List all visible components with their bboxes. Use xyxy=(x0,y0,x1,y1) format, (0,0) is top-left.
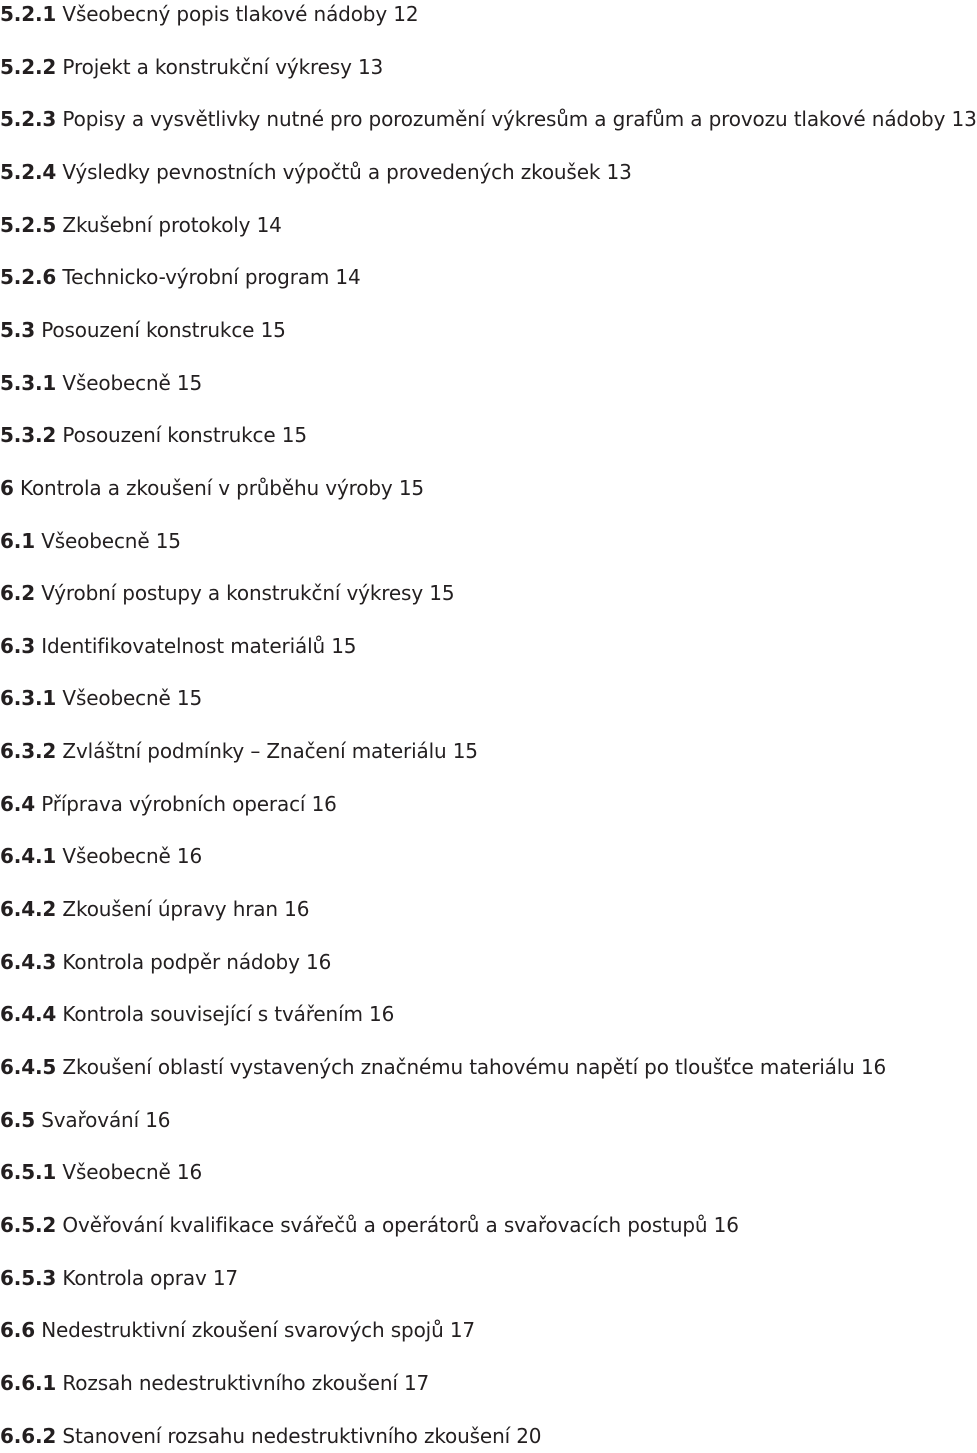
toc-entry-number: 5.2.1 xyxy=(0,2,57,26)
toc-entry-page-number: 15 xyxy=(398,475,424,500)
toc-entry[interactable] xyxy=(0,629,356,663)
toc-entry-page-number: 16 xyxy=(176,1160,203,1185)
toc-entry[interactable] xyxy=(0,1261,238,1295)
toc-entry-title: Všeobecně xyxy=(62,1160,171,1185)
toc-entry-number: 6.4.5 xyxy=(0,1055,57,1079)
toc-entry-number: 6.3 xyxy=(0,633,35,658)
toc-entry-number: 6.3.2 xyxy=(0,739,57,764)
toc-entry-number: 6 xyxy=(0,475,14,500)
toc-entry-number: 6.6.2 xyxy=(0,1423,57,1448)
toc-entry-page-number: 16 xyxy=(311,791,337,816)
toc-entry-title: Posouzení konstrukce xyxy=(62,423,276,448)
toc-entry-title: Výrobní postupy a konstrukční výkresy xyxy=(41,581,424,606)
toc-entry-number: 6.5.2 xyxy=(0,1212,57,1237)
toc-entry[interactable] xyxy=(0,787,337,821)
toc-entry-title: Zkoušení oblastí vystavených značnému tahovému napětí po tloušťce materiálu xyxy=(62,1055,855,1079)
toc-entry[interactable] xyxy=(0,1155,202,1189)
toc-entry-title: Ověřování kvalifikace svářečů a operátorů a svařovacích postupů xyxy=(62,1212,708,1237)
toc-entry-page-number: 16 xyxy=(306,949,332,974)
toc-entry[interactable] xyxy=(0,524,181,558)
toc-entry-page-number: 16 xyxy=(860,1055,887,1079)
toc-entry-number: 6.6.1 xyxy=(0,1370,57,1395)
toc-entry-number: 6.5 xyxy=(0,1107,35,1132)
toc-entry-title: Všeobecně xyxy=(62,686,171,711)
toc-entry-number: 6.1 xyxy=(0,528,35,553)
toc-entry-page-number: 15 xyxy=(155,528,181,553)
toc-entry-page-number: 16 xyxy=(713,1212,739,1237)
toc-entry-number: 6.2 xyxy=(0,581,35,606)
toc-entry-page-number: 16 xyxy=(369,1002,395,1027)
toc-entry-number: 6.4.4 xyxy=(0,1002,57,1027)
toc-entry-number: 6.4 xyxy=(0,791,35,816)
toc-entry-number: 6.5.1 xyxy=(0,1160,57,1185)
toc-entry-title: Popisy a vysvětlivky nutné pro porozumění výkresům a grafům a provozu tlakové nádoby xyxy=(62,107,946,132)
toc-entry[interactable] xyxy=(0,1208,739,1242)
toc-entry-page-number: 17 xyxy=(212,1265,239,1290)
toc-entry-page-number: 15 xyxy=(452,739,478,764)
toc-entry-title: Kontrola související s tvářením xyxy=(62,1002,363,1027)
toc-entry-page-number: 13 xyxy=(951,107,977,132)
toc-entry-page-number: 13 xyxy=(357,54,384,79)
toc-entry-number: 5.2.2 xyxy=(0,54,57,79)
toc-entry[interactable] xyxy=(0,1103,170,1137)
toc-entry-number: 6.5.3 xyxy=(0,1265,57,1290)
toc-entry[interactable] xyxy=(0,50,383,84)
toc-entry-title: Zvláštní podmínky – Značení materiálu xyxy=(62,739,447,764)
toc-entry-page-number: 16 xyxy=(284,897,310,922)
toc-entry[interactable] xyxy=(0,839,202,873)
toc-entry-title: Svařování xyxy=(41,1107,139,1132)
toc-entry[interactable] xyxy=(0,0,418,31)
toc-entry-number: 5.3 xyxy=(0,317,35,342)
toc-entry-number: 6.3.1 xyxy=(0,686,57,711)
toc-entry-number: 5.2.4 xyxy=(0,159,57,184)
toc-entry-title: Stanovení rozsahu nedestruktivního zkoušení xyxy=(62,1423,511,1448)
toc-entry-title: Technicko-výrobní program xyxy=(62,265,330,290)
toc-entry[interactable] xyxy=(0,366,202,400)
toc-entry[interactable] xyxy=(0,260,361,294)
toc-entry-title: Kontrola podpěr nádoby xyxy=(62,949,300,974)
toc-entry-number: 5.2.6 xyxy=(0,265,57,290)
toc-entry-title: Projekt a konstrukční výkresy xyxy=(62,54,352,79)
toc-entry-title: Všeobecně xyxy=(62,370,171,395)
toc-entry-title: Všeobecně xyxy=(41,528,150,553)
toc-entry-page-number: 15 xyxy=(260,317,286,342)
toc-entry[interactable] xyxy=(0,1419,541,1453)
toc-entry-title: Příprava výrobních operací xyxy=(41,791,306,816)
toc-entry[interactable] xyxy=(0,576,454,610)
toc-entry-page-number: 14 xyxy=(335,265,361,290)
toc-entry-title: Zkušební protokoly xyxy=(62,212,251,237)
toc-entry[interactable] xyxy=(0,102,977,136)
toc-entry[interactable] xyxy=(0,997,394,1031)
toc-entry[interactable] xyxy=(0,418,307,452)
toc-entry-title: Všeobecně xyxy=(62,844,171,869)
toc-entry-page-number: 14 xyxy=(256,212,282,237)
toc-entry-page-number: 16 xyxy=(176,844,203,869)
toc-entry-page-number: 15 xyxy=(176,370,203,395)
toc-entry[interactable] xyxy=(0,892,309,926)
toc-entry-page-number: 20 xyxy=(516,1423,542,1448)
toc-entry-number: 5.2.3 xyxy=(0,107,57,132)
toc-entry-number: 6.6 xyxy=(0,1318,35,1343)
toc-entry-title: Zkoušení úpravy hran xyxy=(62,897,278,922)
toc-entry-page-number: 16 xyxy=(145,1107,171,1132)
toc-entry-page-number: 13 xyxy=(606,159,632,184)
toc-entry-page-number: 15 xyxy=(429,581,455,606)
toc-entry[interactable] xyxy=(0,1050,886,1084)
toc-entry-number: 5.3.1 xyxy=(0,370,57,395)
toc-entry[interactable] xyxy=(0,681,202,715)
toc-entry-title: Všeobecný popis tlakové nádoby xyxy=(62,2,388,26)
toc-entry-number: 5.3.2 xyxy=(0,423,57,448)
toc-entry-title: Výsledky pevnostních výpočtů a provedených zkoušek xyxy=(62,159,601,184)
toc-entry[interactable] xyxy=(0,155,632,189)
toc-entry-number: 6.4.2 xyxy=(0,897,57,922)
toc-entry-page-number: 15 xyxy=(176,686,203,711)
toc-entry-title: Posouzení konstrukce xyxy=(41,317,255,342)
toc-entry-title: Kontrola oprav xyxy=(62,1265,207,1290)
toc-entry-number: 6.4.3 xyxy=(0,949,57,974)
toc-entry[interactable] xyxy=(0,734,478,768)
toc-entry[interactable] xyxy=(0,471,424,505)
toc-entry[interactable] xyxy=(0,1366,429,1400)
toc-entry-title: Identifikovatelnost materiálů xyxy=(41,633,326,658)
toc-entry[interactable] xyxy=(0,945,331,979)
toc-entry-number: 6.4.1 xyxy=(0,844,57,869)
toc-entry[interactable] xyxy=(0,313,286,347)
toc-entry-title: Rozsah nedestruktivního zkoušení xyxy=(62,1370,398,1395)
toc-entry[interactable] xyxy=(0,208,282,242)
toc-entry[interactable] xyxy=(0,1313,475,1347)
toc-entry-page-number: 15 xyxy=(281,423,307,448)
toc-entry-title: Kontrola a zkoušení v průběhu výroby xyxy=(20,475,393,500)
toc-entry-page-number: 12 xyxy=(393,2,419,26)
toc-entry-page-number: 17 xyxy=(449,1318,475,1343)
toc-entry-title: Nedestruktivní zkoušení svarových spojů xyxy=(41,1318,444,1343)
toc-entry-page-number: 17 xyxy=(403,1370,430,1395)
toc-entry-number: 5.2.5 xyxy=(0,212,57,237)
toc-entry-page-number: 15 xyxy=(331,633,357,658)
